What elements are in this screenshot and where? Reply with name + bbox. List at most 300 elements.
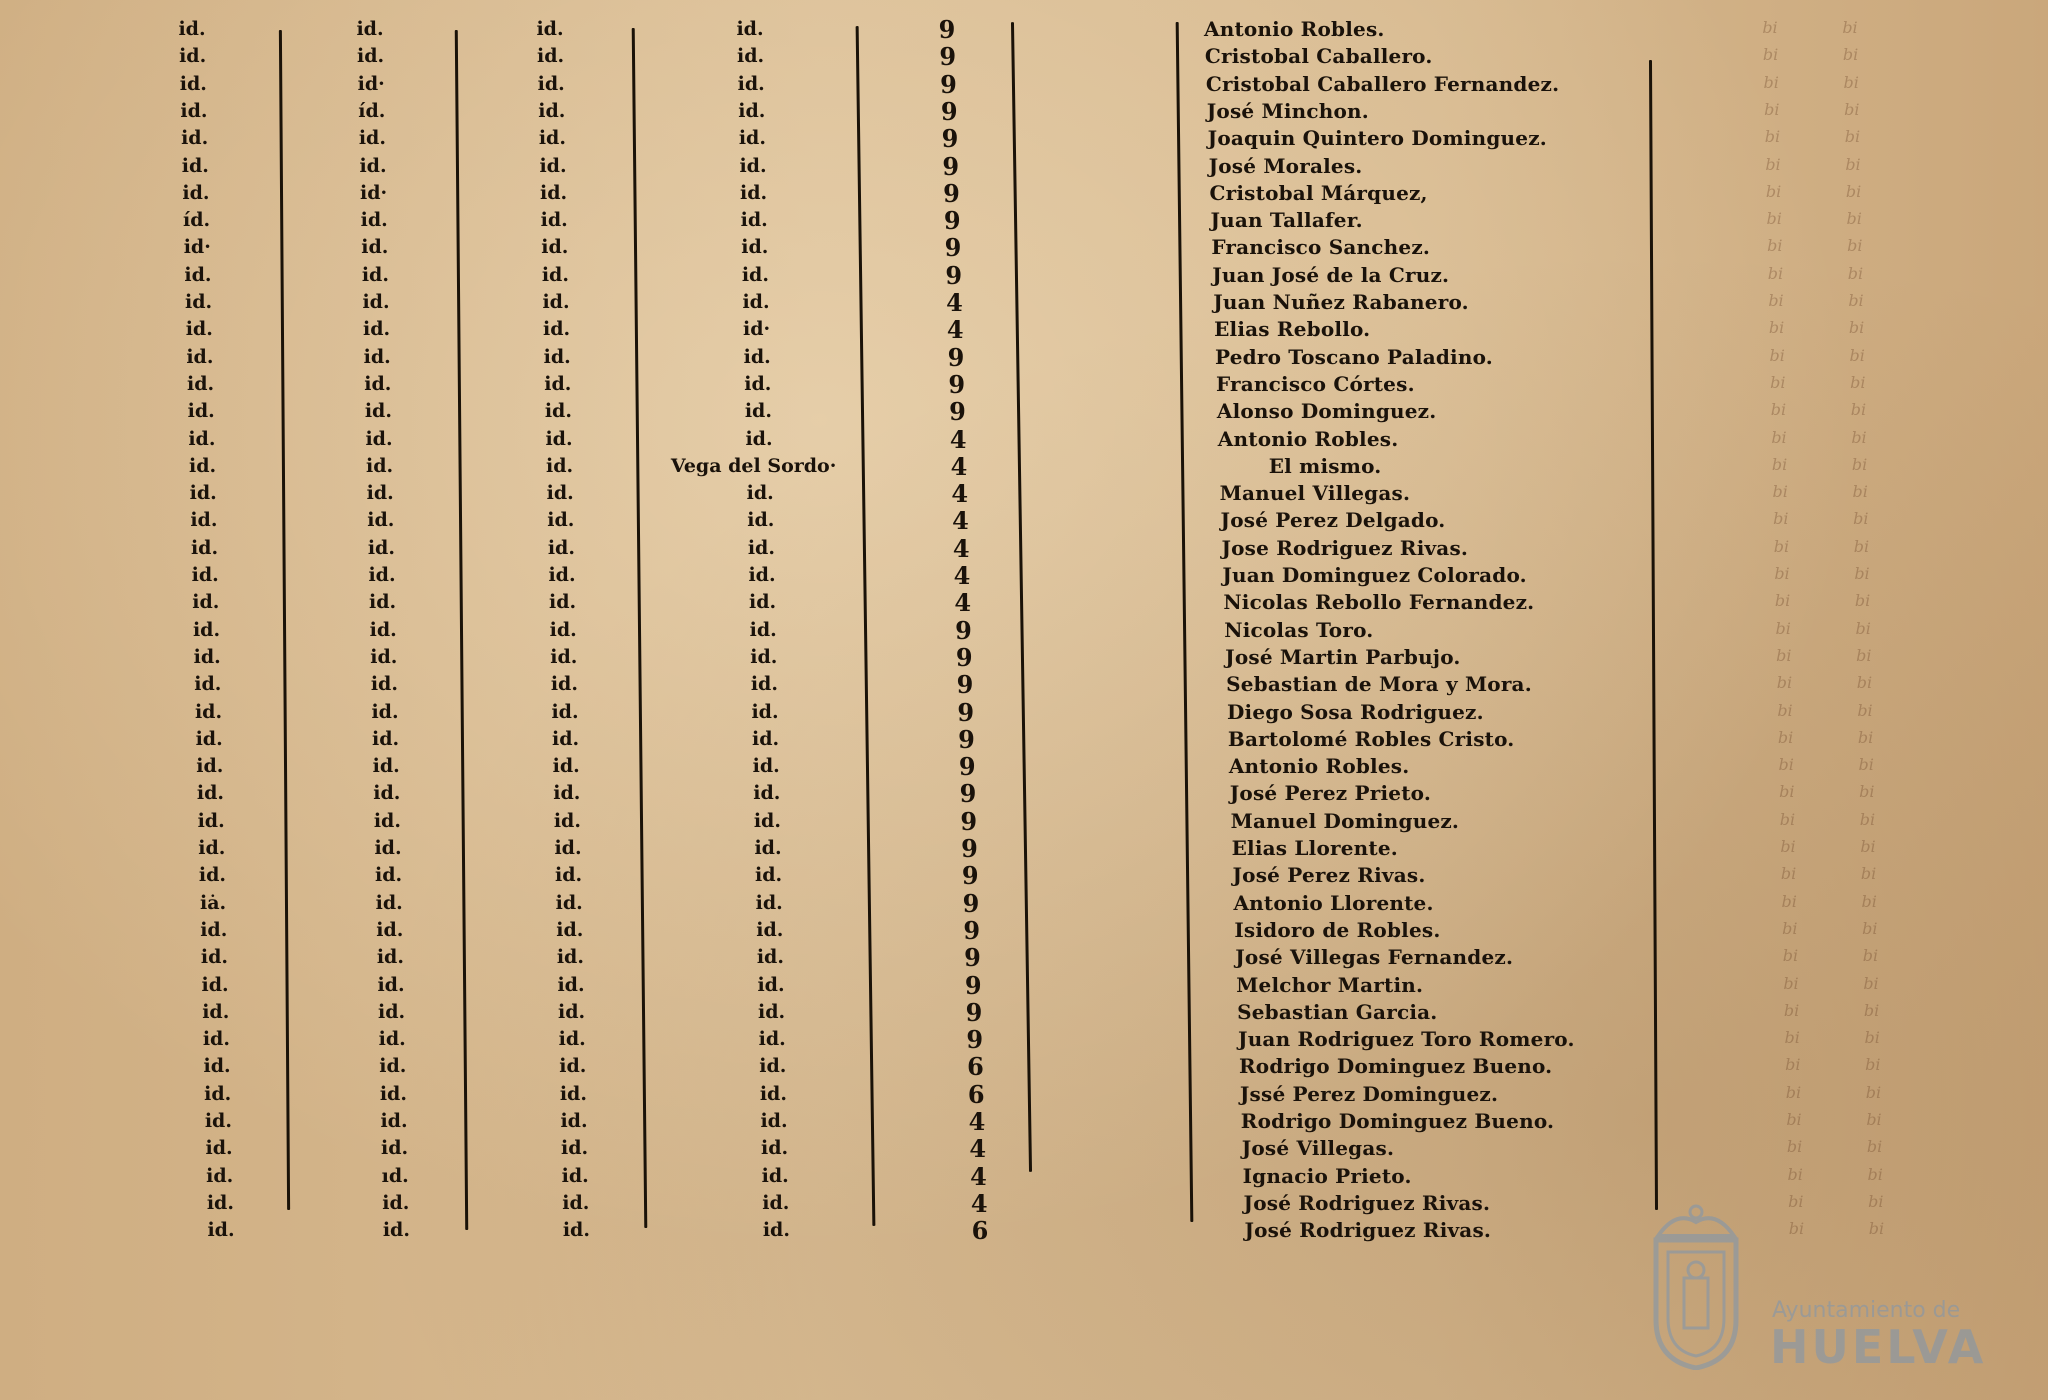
cell-c4: id. xyxy=(759,1055,787,1078)
bleed-mark: bi xyxy=(1849,345,1865,365)
cell-c2: id. xyxy=(376,918,404,941)
cell-c4: id. xyxy=(759,1082,787,1105)
cell-c3: id. xyxy=(554,837,582,859)
bleed-mark: bi xyxy=(1857,700,1873,720)
cell-c5: 4 xyxy=(946,288,963,317)
bleed-mark: bi xyxy=(1859,782,1875,802)
cell-c6: Elias Rebollo. xyxy=(1214,317,1371,342)
cell-c6: José Martin Parbujo. xyxy=(1225,644,1461,669)
cell-c5: 9 xyxy=(940,69,957,99)
cell-c2: id. xyxy=(375,891,403,914)
cell-c5: 9 xyxy=(960,806,978,836)
cell-c2: id. xyxy=(371,700,399,723)
table-row xyxy=(0,562,1700,589)
table-row xyxy=(0,671,1700,698)
cell-c2: id. xyxy=(382,1191,410,1214)
bleed-mark: bi xyxy=(1852,482,1868,502)
bleed-mark: bi xyxy=(1771,454,1788,474)
cell-c3: id. xyxy=(561,1137,589,1160)
cell-c6: José Rodriguez Rivas. xyxy=(1243,1190,1491,1215)
cell-c5: 9 xyxy=(964,970,982,1000)
cell-c1: id. xyxy=(185,318,213,341)
cell-c4: id. xyxy=(747,509,775,532)
table-row xyxy=(0,262,1700,289)
table-row xyxy=(0,153,1700,180)
cell-c1: id. xyxy=(197,809,225,832)
cell-c5: 4 xyxy=(970,1161,987,1191)
table-row xyxy=(0,808,1700,835)
cell-c3: id. xyxy=(552,727,580,750)
cell-c1: id. xyxy=(202,1000,230,1023)
bleed-mark: bi xyxy=(1764,99,1780,119)
cell-c1: id. xyxy=(191,564,219,586)
cell-c5: 4 xyxy=(952,506,969,536)
cell-c5: 9 xyxy=(965,997,983,1027)
bleed-mark: bi xyxy=(1767,263,1784,283)
cell-c2: id. xyxy=(358,127,386,150)
table-row xyxy=(0,1190,1700,1217)
cell-c4: id. xyxy=(738,99,766,122)
cell-c5: 9 xyxy=(956,670,974,700)
cell-c6: Ignacio Prieto. xyxy=(1242,1163,1412,1188)
cell-c5: 9 xyxy=(963,915,981,945)
cell-c3: id. xyxy=(545,427,573,450)
cell-c1: id. xyxy=(180,99,208,122)
cell-c2: id. xyxy=(373,782,401,805)
cell-c1: id. xyxy=(179,45,207,68)
bleed-mark: bi xyxy=(1866,1137,1883,1157)
cell-c4: id. xyxy=(750,673,778,696)
cell-c5: 4 xyxy=(968,1107,986,1136)
bleed-mark: bi xyxy=(1788,1219,1805,1239)
bleed-mark: bi xyxy=(1854,591,1871,611)
cell-c1: id. xyxy=(188,427,216,450)
cell-c6: Pedro Toscano Paladino. xyxy=(1215,344,1493,369)
cell-c5: 9 xyxy=(959,779,977,809)
cell-c3: id. xyxy=(547,509,575,532)
bleed-mark: bi xyxy=(1787,1164,1803,1184)
cell-c2: id. xyxy=(363,318,391,341)
cell-c4: id. xyxy=(752,755,780,778)
cell-c3: id. xyxy=(543,318,571,341)
bleed-mark: bi xyxy=(1765,154,1781,174)
table-row xyxy=(0,1081,1700,1108)
cell-c2: id. xyxy=(356,18,384,40)
table-row xyxy=(0,180,1700,207)
bleed-mark: bi xyxy=(1776,673,1793,693)
table-row xyxy=(0,835,1700,862)
bleed-mark: bi xyxy=(1843,72,1859,92)
bleed-mark: bi xyxy=(1846,209,1862,229)
cell-c6: José Minchon. xyxy=(1206,98,1369,123)
bleed-mark: bi xyxy=(1842,45,1859,65)
bleed-mark: bi xyxy=(1848,318,1865,338)
cell-c6: José Villegas Fernandez. xyxy=(1235,945,1514,970)
cell-c3: id. xyxy=(559,1055,587,1078)
cell-c5: 4 xyxy=(946,315,964,345)
cell-c3: id. xyxy=(541,263,569,286)
cell-c4: id. xyxy=(744,372,772,395)
cell-c2: id. xyxy=(366,482,394,505)
bleed-mark: bi xyxy=(1785,1055,1801,1075)
cell-c1: id. xyxy=(198,837,226,859)
cell-c6: Antonio Robles. xyxy=(1228,754,1410,779)
cell-c2: id. xyxy=(377,973,405,996)
cell-c5: 9 xyxy=(945,260,963,290)
bleed-mark: bi xyxy=(1780,837,1796,856)
cell-c2: id. xyxy=(380,1110,408,1132)
cell-c5: 9 xyxy=(962,888,980,918)
cell-c3: id. xyxy=(550,673,578,696)
bleed-mark: bi xyxy=(1844,99,1860,119)
cell-c6: Juan José de la Cruz. xyxy=(1212,262,1450,287)
cell-c6: Francisco Sanchez. xyxy=(1211,235,1431,260)
bleed-mark: bi xyxy=(1844,127,1861,147)
table-row xyxy=(0,699,1700,726)
bleed-mark: bi xyxy=(1769,345,1785,365)
table-row xyxy=(0,426,1700,453)
cell-c3: id. xyxy=(555,891,583,914)
cell-c5: 9 xyxy=(939,42,957,72)
bleed-mark: bi xyxy=(1764,127,1781,147)
cell-c3: id. xyxy=(549,591,577,614)
cell-c5: 4 xyxy=(953,561,971,590)
bleed-mark: bi xyxy=(1780,864,1797,884)
cell-c5: 6 xyxy=(967,1052,984,1082)
bleed-mark: bi xyxy=(1860,864,1877,884)
cell-c3: id. xyxy=(559,1082,587,1105)
cell-c1: id. xyxy=(190,509,218,532)
cell-c2: id. xyxy=(370,673,398,696)
cell-c3: id. xyxy=(540,209,568,232)
cell-c4: id. xyxy=(737,72,765,95)
cell-c2: id. xyxy=(370,645,398,668)
bleed-mark: bi xyxy=(1859,809,1876,829)
bleed-mark: bi xyxy=(1772,482,1788,502)
table-row xyxy=(0,535,1700,562)
table-row xyxy=(0,862,1700,889)
cell-c5: 9 xyxy=(942,151,960,181)
cell-c3: id. xyxy=(546,454,574,477)
cell-c3: id. xyxy=(541,236,569,259)
cell-c3: id. xyxy=(537,45,565,68)
cell-c3: id. xyxy=(553,782,581,805)
cell-c2: id. xyxy=(367,536,395,559)
cell-c5: 9 xyxy=(943,206,961,236)
cell-c2: id. xyxy=(369,591,397,614)
table-row xyxy=(0,1026,1700,1053)
table-row xyxy=(0,917,1700,944)
bleed-mark: bi xyxy=(1782,918,1798,938)
cell-c4: id. xyxy=(750,645,778,668)
cell-c3: id. xyxy=(538,99,566,122)
table-row xyxy=(0,16,1700,43)
table-row xyxy=(0,1217,1700,1244)
cell-c3: id. xyxy=(551,700,579,723)
cell-c1: id. xyxy=(196,782,225,805)
cell-c2: id. xyxy=(368,564,396,586)
bleed-mark: bi xyxy=(1862,918,1878,938)
bleed-mark: bi xyxy=(1773,536,1790,556)
cell-c1: id. xyxy=(206,1191,234,1214)
bleed-mark: bi xyxy=(1771,427,1787,447)
cell-c1: id· xyxy=(183,236,211,259)
bleed-mark: bi xyxy=(1842,18,1858,37)
cell-c1: id. xyxy=(207,1219,235,1242)
bleed-mark: bi xyxy=(1866,1110,1882,1129)
cell-c6: Manuel Villegas. xyxy=(1219,481,1411,506)
cell-c1: id. xyxy=(195,727,223,750)
table-row xyxy=(0,644,1700,671)
table-row xyxy=(0,371,1700,398)
cell-c6: Juan Nuñez Rabanero. xyxy=(1213,290,1469,314)
bleed-mark: bi xyxy=(1765,181,1782,201)
table-row xyxy=(0,617,1700,644)
cell-c3: id. xyxy=(543,345,571,368)
cell-c6: Juan Tallafer. xyxy=(1210,208,1363,233)
cell-c2: id. xyxy=(364,400,392,423)
cell-c3: id. xyxy=(544,372,572,395)
bleed-mark: bi xyxy=(1770,372,1786,392)
cell-c5: 9 xyxy=(958,752,976,782)
cell-c4: id. xyxy=(744,400,772,423)
cell-c5: 9 xyxy=(948,369,966,399)
cell-c4: id. xyxy=(754,837,782,859)
bleed-mark: bi xyxy=(1781,891,1797,911)
cell-c4: id. xyxy=(739,154,767,177)
bleed-mark: bi xyxy=(1847,263,1864,283)
bleed-mark: bi xyxy=(1861,891,1877,911)
bleed-mark: bi xyxy=(1788,1191,1804,1211)
cell-c6: José Morales. xyxy=(1208,153,1363,178)
bleed-mark: bi xyxy=(1855,618,1871,638)
cell-c5: 9 xyxy=(964,943,981,973)
cell-c1: id. xyxy=(189,482,217,505)
cell-c3: id. xyxy=(552,755,580,778)
cell-c6: Rodrigo Dominguez Bueno. xyxy=(1240,1109,1555,1133)
cell-c5: 9 xyxy=(961,861,979,891)
bleed-mark: bi xyxy=(1868,1219,1885,1239)
bleed-mark: bi xyxy=(1853,536,1870,556)
bleed-mark: bi xyxy=(1778,755,1794,775)
bleed-mark: bi xyxy=(1862,946,1879,966)
cell-c4: id. xyxy=(741,263,769,286)
cell-c4: id. xyxy=(749,591,777,614)
cell-c2: id. xyxy=(378,1000,406,1023)
cell-c5: 9 xyxy=(941,124,959,154)
cell-c5: 6 xyxy=(971,1216,989,1246)
cell-c1: id. xyxy=(204,1110,232,1132)
cell-c5: 9 xyxy=(957,697,975,727)
cell-c6: José Perez Rivas. xyxy=(1232,863,1426,888)
table-row xyxy=(0,480,1700,507)
cell-c5: 9 xyxy=(961,834,978,863)
cell-c6: Antonio Robles. xyxy=(1204,17,1385,41)
table-row xyxy=(0,207,1700,234)
table-row xyxy=(0,780,1700,807)
cell-c2: id. xyxy=(372,755,400,778)
bleed-mark: bi xyxy=(1768,318,1785,338)
cell-c3: id. xyxy=(544,400,572,423)
cell-c5: 9 xyxy=(955,615,972,645)
cell-c6: Nicolas Rebollo Fernandez. xyxy=(1223,590,1535,615)
cell-c1: iȧ. xyxy=(200,891,227,914)
table-row xyxy=(0,1135,1700,1162)
cell-c6: José Perez Prieto. xyxy=(1229,781,1431,806)
cell-c3: id. xyxy=(558,1028,586,1051)
cell-c5: 4 xyxy=(951,479,969,509)
cell-c5: 9 xyxy=(943,178,960,208)
bleed-mark: bi xyxy=(1848,291,1864,310)
table-row xyxy=(0,344,1700,371)
cell-c3: id. xyxy=(561,1164,589,1187)
bleed-mark: bi xyxy=(1786,1137,1803,1157)
cell-c2: id. xyxy=(372,727,400,750)
bleed-mark: bi xyxy=(1785,1082,1802,1102)
cell-c5: 9 xyxy=(947,342,965,372)
cell-c5: 9 xyxy=(944,233,962,263)
cell-c5: 4 xyxy=(949,424,967,454)
bleed-mark: bi xyxy=(1779,782,1795,802)
cell-c4: id. xyxy=(740,181,768,204)
cell-c1: id. xyxy=(192,618,221,641)
cell-c4: id. xyxy=(741,236,769,259)
bleed-mark: bi xyxy=(1850,400,1867,420)
cell-c3: id. xyxy=(550,645,578,668)
cell-c4: id. xyxy=(758,1028,786,1051)
cell-c6: Jose Rodriguez Rivas. xyxy=(1221,535,1469,560)
table-row xyxy=(0,1053,1700,1080)
cell-c4: Vega del Sordo· xyxy=(670,454,837,477)
cell-c2: id. xyxy=(365,427,393,450)
cell-c4: id. xyxy=(755,891,783,914)
cell-c1: id. xyxy=(184,263,212,286)
cell-c5: 6 xyxy=(967,1079,985,1109)
cell-c6: José Villegas. xyxy=(1241,1136,1395,1161)
cell-c2: id. xyxy=(374,837,402,859)
bleed-mark: bi xyxy=(1851,454,1868,474)
table-row xyxy=(0,944,1700,971)
cell-c5: 4 xyxy=(970,1188,988,1218)
cell-c4: id. xyxy=(753,782,781,805)
cell-c1: id. xyxy=(196,755,224,778)
bleed-mark: bi xyxy=(1775,618,1791,638)
cell-c4: id. xyxy=(742,291,770,313)
cell-c5: 4 xyxy=(952,533,970,563)
cell-c2: id. xyxy=(373,809,401,832)
cell-c1: íd. xyxy=(183,209,211,232)
bleed-mark: bi xyxy=(1863,973,1879,993)
cell-c1: id. xyxy=(205,1137,233,1160)
table-row xyxy=(0,1163,1700,1190)
table-row xyxy=(0,890,1700,917)
cell-c4: id. xyxy=(761,1137,789,1160)
cell-c6: El mismo. xyxy=(1268,453,1382,478)
bleed-mark: bi xyxy=(1777,727,1794,747)
cell-c4: id. xyxy=(751,700,779,723)
cell-c1: id. xyxy=(179,72,207,95)
cell-c6: Rodrigo Dominguez Bueno. xyxy=(1238,1054,1553,1079)
table-row xyxy=(0,289,1700,316)
cell-c1: id. xyxy=(193,645,221,668)
table-row xyxy=(0,316,1700,343)
cell-c1: id. xyxy=(187,372,215,395)
cell-c1: id. xyxy=(185,291,213,313)
cell-c6: Alonso Dominguez. xyxy=(1216,399,1437,424)
cell-c6: Manuel Dominguez. xyxy=(1230,808,1460,833)
cell-c6: Isidoro de Robles. xyxy=(1234,917,1441,942)
cell-c1: id. xyxy=(194,700,223,723)
cell-c5: 4 xyxy=(950,451,968,481)
cell-c4: id. xyxy=(753,809,781,832)
cell-c5: 9 xyxy=(940,96,958,126)
cell-c2: id· xyxy=(357,72,385,95)
bleed-mark: bi xyxy=(1845,181,1862,201)
cell-c2: id. xyxy=(376,946,404,969)
cell-c1: id. xyxy=(194,673,222,696)
table-row xyxy=(0,753,1700,780)
cell-c2: id. xyxy=(362,291,390,313)
bleed-mark: bi xyxy=(1782,946,1799,966)
cell-c6: José Rodriguez Rivas. xyxy=(1244,1218,1492,1243)
bleed-mark: bi xyxy=(1847,236,1863,256)
bleed-mark: bi xyxy=(1854,564,1870,583)
bleed-mark: bi xyxy=(1762,18,1778,37)
cell-c3: id. xyxy=(557,973,585,996)
bleed-mark: bi xyxy=(1857,727,1874,747)
cell-c2: id. xyxy=(367,509,395,532)
bleed-mark: bi xyxy=(1784,1028,1800,1048)
cell-c4: id. xyxy=(749,618,777,641)
bleed-mark: bi xyxy=(1850,372,1866,392)
cell-c3: id. xyxy=(556,918,584,941)
bleed-mark: bi xyxy=(1860,837,1876,856)
cell-c3: id. xyxy=(542,291,570,313)
cell-c3: id. xyxy=(538,127,566,150)
cell-c4: id. xyxy=(761,1164,789,1187)
cell-c6: Cristobal Caballero Fernandez. xyxy=(1205,71,1560,96)
cell-c2: íd. xyxy=(358,99,386,122)
cell-c4: id. xyxy=(746,482,774,505)
table-row xyxy=(0,1108,1700,1135)
cell-c5: 9 xyxy=(949,397,966,427)
bleed-mark: bi xyxy=(1868,1191,1884,1211)
cell-c1: id. xyxy=(186,345,214,368)
cell-c3: id. xyxy=(536,18,564,40)
cell-c5: 9 xyxy=(955,642,973,672)
bleed-mark: bi xyxy=(1851,427,1867,447)
bleed-mark: bi xyxy=(1865,1082,1882,1102)
cell-c4: id. xyxy=(740,209,768,232)
table-row xyxy=(0,98,1700,125)
cell-c4: id. xyxy=(757,973,785,996)
cell-c4: id. xyxy=(755,864,783,887)
cell-c4: id. xyxy=(752,727,780,750)
cell-c3: id. xyxy=(555,864,583,887)
bleed-mark: bi xyxy=(1865,1055,1881,1075)
cell-c3: id. xyxy=(540,181,568,204)
cell-c2: id. xyxy=(364,372,392,395)
cell-c1: id. xyxy=(188,454,217,477)
bleed-mark: bi xyxy=(1773,509,1789,529)
cell-c4: id. xyxy=(760,1110,788,1132)
cell-c1: id. xyxy=(190,536,219,559)
bleed-mark: bi xyxy=(1763,72,1779,92)
bleed-mark: bi xyxy=(1766,209,1782,229)
cell-c5: 9 xyxy=(966,1025,984,1055)
cell-c6: Jssé Perez Dominguez. xyxy=(1239,1081,1499,1106)
table-row xyxy=(0,999,1700,1026)
